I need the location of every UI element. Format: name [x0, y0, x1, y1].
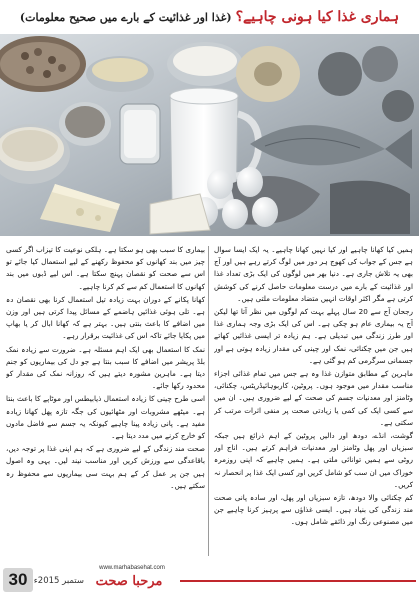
body-column-right: [214, 244, 413, 560]
article-title: ہماری غذا کیا ہونی چاہیے؟: [235, 9, 400, 25]
magazine-url[interactable]: www.marhabasehat.com: [99, 565, 165, 571]
page-number: 30: [3, 568, 33, 592]
paragraph: اسی طرح چینی کا زیادہ استعمال ذیابیطس اور موٹاپے کا باعث بنتا ہے۔ میٹھے مشروبات اور مٹھائیوں کی جگہ تازہ پھل کھانا زیادہ مفید ہے۔ پانی زیادہ پینا چاہیے کیونکہ یہ جسم سے فاضل مادوں کو خارج کرنے میں مدد دیتا ہے۔: [6, 394, 205, 441]
paragraph: ماہرین کے مطابق متوازن غذا وہ ہے جس میں تمام غذائی اجزاء مناسب مقدار میں موجود ہوں۔ پروٹین، کاربوہائیڈریٹس، چکنائی، وٹامنز اور معدنیات جسم کی صحت کے لیے ضروری ہیں۔ ان میں سے کسی ایک کی کمی یا زیادتی صحت پر منفی اثرات مرتب کر سکتی ہے۔: [214, 369, 413, 427]
paragraph: ہمیں کیا کھانا چاہیے اور کیا نہیں کھانا چاہیے۔ یہ ایک ایسا سوال ہے جس کے جواب کی کھوج ہر دور میں لوگ کرتے رہے ہیں اور آج بھی یہ تلاش جاری ہے۔ دنیا بھر میں لوگوں کی ایک بڑی تعداد غذا اور غذائیت کے بارے میں درست معلومات حاصل کرنے کی کوشش کرتی ہے مگر اکثر اوقات انہیں متضاد معلومات ملتی ہیں۔: [214, 245, 413, 303]
body-column-left: [6, 244, 205, 560]
pepper-bowl-icon: [59, 102, 111, 146]
magazine-logo: مرحبا صحت: [95, 574, 163, 589]
flour-bowl-icon: [167, 42, 243, 86]
food-photo: [0, 34, 419, 236]
paragraph: رجحان آج سے 20 سال پہلے بہت کم لوگوں میں نظر آتا تھا لیکن آج یہ بیماری عام ہو چکی ہے۔ اس کی ایک بڑی وجہ ہماری غذا اور طرز زندگی میں تبدیلی ہے۔ ہم زیادہ تر ایسی غذائیں کھاتے ہیں جن میں چکنائی، نمک اور چینی کی مقدار زیادہ ہوتی ہے اور جسمانی سرگرمی کم ہو گئی ہے۔: [214, 307, 413, 365]
bread-icon: [236, 46, 300, 102]
paragraph: نمک کا استعمال بھی ایک اہم مسئلہ ہے۔ ضرورت سے زیادہ نمک بلڈ پریشر میں اضافے کا سبب بنتا ہے جو دل کی بیماریوں کو جنم دیتا ہے۔ ماہرین مشورہ دیتے ہیں کہ روزانہ نمک کی مقدار کو محدود رکھا جائے۔: [6, 344, 205, 391]
column-divider: [208, 246, 209, 556]
paragraph: گوشت، انڈے، دودھ اور دالیں پروٹین کے اہم ذرائع ہیں جبکہ سبزیاں اور پھل وٹامنز اور معدنیات فراہم کرتے ہیں۔ اناج اور روٹی سے ہمیں توانائی ملتی ہے۔ ہمیں چاہیے کہ اپنی روزمرہ خوراک میں ان سب کو شامل کریں اور کسی ایک غذا پر انحصار نہ کریں۔: [214, 431, 413, 489]
article-header: [0, 0, 419, 34]
issue-date: ستمبر 2015ء: [33, 576, 84, 586]
paragraph: کم چکنائی والا دودھ، تازہ سبزیاں اور پھل، اور سادہ پانی صحت مند زندگی کی بنیاد ہیں۔ ایسی غذاؤں سے پرہیز کرنا چاہیے جن میں مصنوعی رنگ اور ذائقے شامل ہوں۔: [214, 493, 413, 527]
pasta-bowl-icon: [86, 56, 154, 92]
paragraph: بیماری کا سبب بھی ہو سکتا ہے۔ ہلکی نوعیت کا تیزاب اگر کسی چیز میں بند کھانوں کو محفوظ رکھنے کے لیے استعمال کیا جائے تو اس سے صحت کو نقصان پہنچ سکتا ہے۔ اس لیے ڈبوں میں بند کھانوں کا استعمال کم سے کم کرنا چاہیے۔: [6, 245, 205, 291]
article-body: [6, 244, 413, 560]
jar-icon: [120, 104, 160, 164]
footer-divider: [180, 580, 416, 582]
paragraph: کھانا پکانے کے دوران بہت زیادہ تیل استعمال کرنا بھی نقصان دہ ہے۔ تلی ہوئی غذائیں ہاضمے کے مسائل پیدا کرتی ہیں اور وزن میں اضافے کا باعث بنتی ہیں۔ بہتر ہے کہ کھانا ابال کر یا بھاپ میں پکایا جائے تاکہ اس کی غذائیت برقرار رہے۔: [6, 294, 205, 341]
paragraph: صحت مند زندگی کے لیے ضروری ہے کہ ہم اپنی غذا پر توجہ دیں، باقاعدگی سے ورزش کریں اور مناسب نیند لیں۔ یہی وہ اصول ہیں جن پر عمل کر کے ہم بہت سی بیماریوں سے محفوظ رہ سکتے ہیں۔: [6, 444, 205, 490]
article-subtitle: (غذا اور غذائیت کے بارے میں صحیح معلومات): [19, 10, 232, 24]
